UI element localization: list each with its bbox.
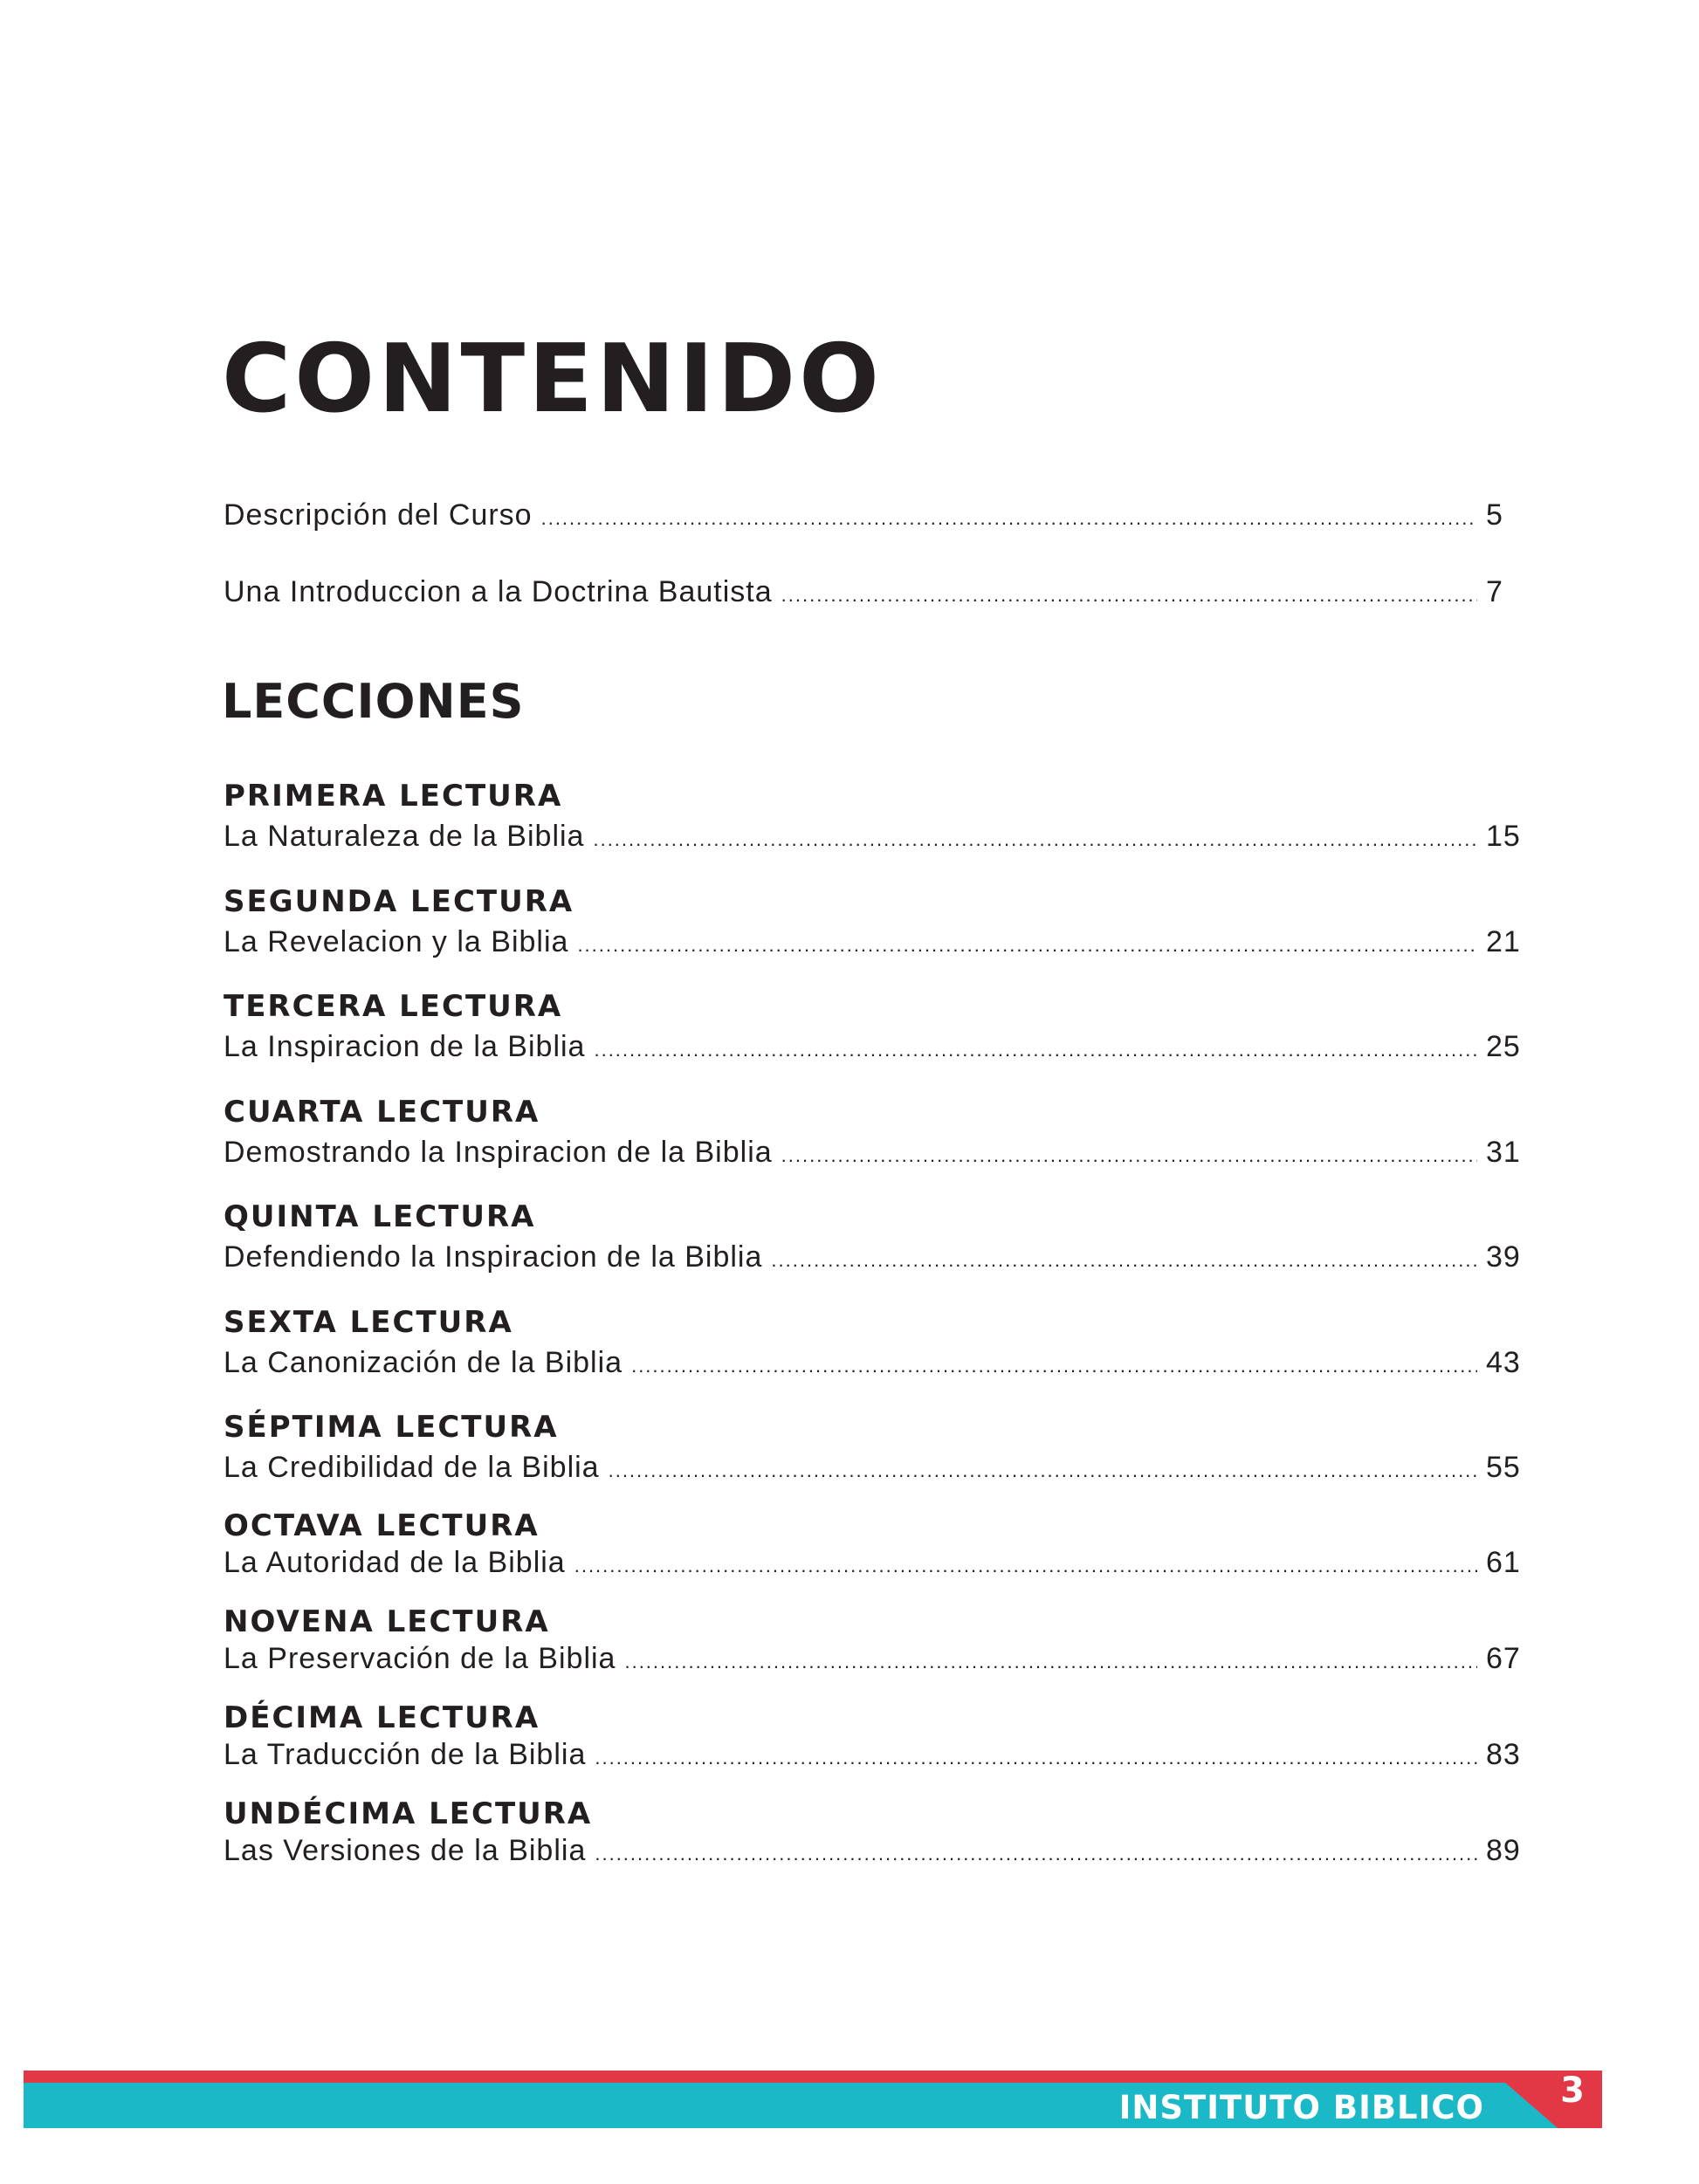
dot-leader [595,1837,1477,1872]
page-title: CONTENIDO [222,325,883,434]
toc-entry-label: La Canonización de la Biblia [224,1346,623,1379]
toc-entry-page: 89 [1486,1834,1521,1867]
dot-leader [631,1349,1477,1384]
dot-leader [541,501,1477,536]
toc-entry-page: 21 [1486,925,1521,958]
dot-leader [593,822,1477,857]
toc-entry-label: Demostrando la Inspiracion de la Biblia [224,1136,773,1169]
toc-entry-page: 5 [1486,498,1503,532]
toc-entry[interactable] [224,1345,1524,1384]
toc-entry-page: 67 [1486,1642,1521,1675]
dot-leader [609,1453,1477,1488]
toc-entry-label: Las Versiones de la Biblia [224,1834,587,1867]
lesson-heading: PRIMERA LECTURA [224,779,563,814]
toc-entry-label: Defendiendo la Inspiracion de la Biblia [224,1240,763,1274]
dot-leader [781,578,1477,613]
dot-leader [781,1138,1477,1173]
toc-entry[interactable] [224,498,1524,536]
toc-entry-label: Descripción del Curso [224,498,533,532]
lesson-heading: TERCERA LECTURA [224,989,563,1024]
toc-entry-label: La Revelacion y la Biblia [224,925,569,958]
toc-entry[interactable] [224,924,1524,963]
toc-entry-label: La Preservación de la Biblia [224,1642,616,1675]
dot-leader [577,928,1477,963]
toc-entry-page: 31 [1486,1136,1521,1169]
toc-entry-page: 15 [1486,820,1521,853]
toc-entry-page: 39 [1486,1240,1521,1274]
toc-entry-label: La Naturaleza de la Biblia [224,820,585,853]
toc-entry-page: 55 [1486,1451,1521,1484]
dot-leader [574,1549,1477,1583]
toc-entry[interactable] [224,1029,1524,1068]
toc-entry[interactable] [224,1450,1524,1488]
toc-entry[interactable] [224,1135,1524,1173]
dot-leader [595,1741,1477,1775]
toc-entry-page: 43 [1486,1346,1521,1379]
toc-entry-page: 7 [1486,575,1503,608]
toc-entry-page: 83 [1486,1738,1521,1771]
lesson-heading: SEXTA LECTURA [224,1305,513,1340]
toc-entry[interactable] [224,1833,1524,1872]
toc-entry[interactable] [224,1545,1524,1583]
footer-institute-name: INSTITUTO BIBLICO BAUTISTA [1118,2089,1484,2177]
lesson-heading: NOVENA LECTURA [224,1604,550,1639]
toc-entry-page: 25 [1486,1030,1521,1063]
toc-entry[interactable] [224,1240,1524,1278]
footer-red-stripe [24,2071,1602,2083]
lesson-heading: SÉPTIMA LECTURA [224,1410,559,1445]
toc-entry-label: La Autoridad de la Biblia [224,1546,566,1579]
lesson-heading: DÉCIMA LECTURA [224,1700,540,1735]
toc-entry[interactable] [224,819,1524,857]
lesson-heading: CUARTA LECTURA [224,1095,540,1130]
toc-entry[interactable] [224,1737,1524,1775]
page-number: 3 [1560,2071,1585,2111]
dot-leader [594,1033,1477,1068]
toc-entry-label: La Traducción de la Biblia [224,1738,587,1771]
toc-entry-label: La Credibilidad de la Biblia [224,1451,600,1484]
dot-leader [771,1243,1477,1278]
lesson-heading: SEGUNDA LECTURA [224,884,574,919]
lesson-heading: UNDÉCIMA LECTURA [224,1796,593,1831]
toc-entry-label: Una Introduccion a la Doctrina Bautista [224,575,773,608]
section-title: LECCIONES [222,674,525,729]
lesson-heading: OCTAVA LECTURA [224,1508,540,1543]
toc-entry-page: 61 [1486,1546,1521,1579]
toc-entry[interactable] [224,574,1524,613]
dot-leader [624,1645,1477,1679]
toc-entry[interactable] [224,1641,1524,1679]
lesson-heading: QUINTA LECTURA [224,1199,536,1234]
toc-entry-label: La Inspiracion de la Biblia [224,1030,586,1063]
